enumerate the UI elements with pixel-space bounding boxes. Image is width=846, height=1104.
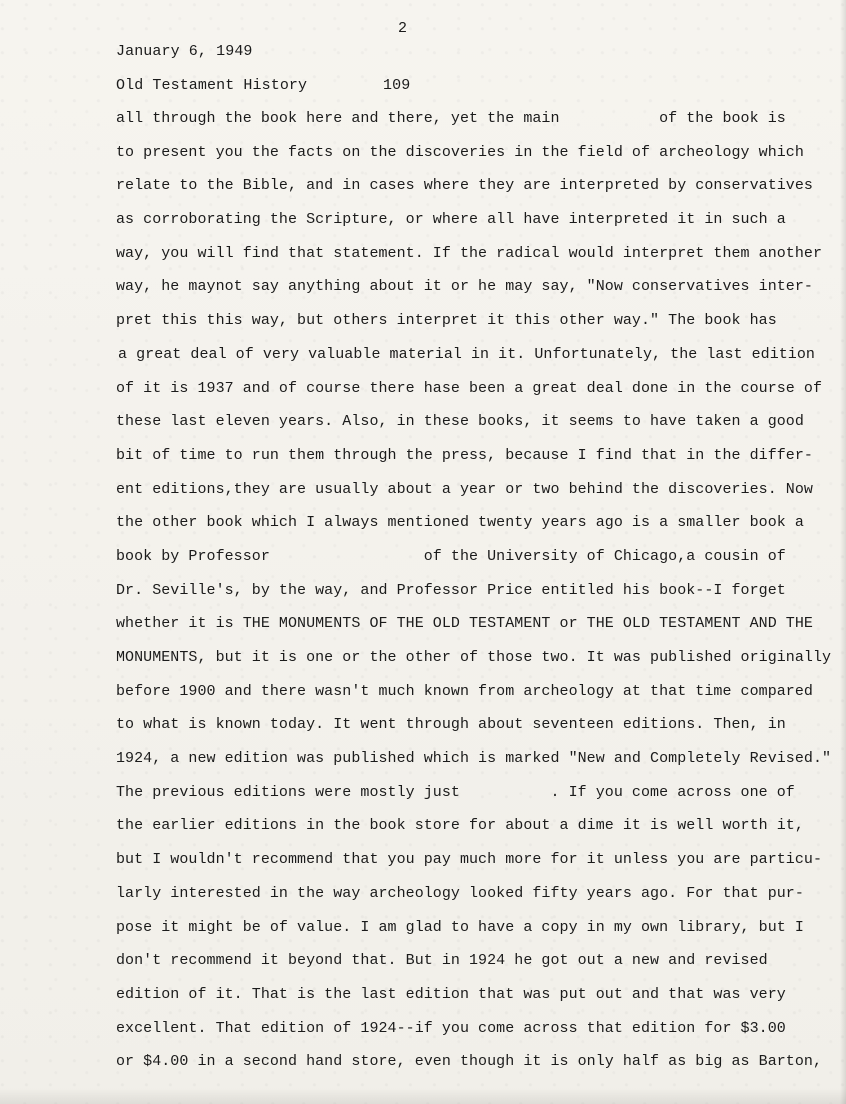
text-line: whether it is THE MONUMENTS OF THE OLD TESTAMENT or THE OLD TESTAMENT AND THE xyxy=(116,615,813,633)
text-line: or $4.00 in a second hand store, even though it is only half as big as Barton, xyxy=(116,1053,823,1071)
text-line: a great deal of very valuable material in it. Unfortunately, the last edition xyxy=(118,345,815,363)
text-line: way, you will find that statement. If the radical would interpret them another xyxy=(116,244,823,262)
text-line: pret this this way, but others interpret it this other way." The book has xyxy=(116,312,777,330)
course-title: Old Testament History xyxy=(116,77,308,94)
text-line: the other book which I always mentioned twenty years ago is a smaller book a xyxy=(116,514,804,532)
text-line: bit of time to run them through the press, because I find that in the differ- xyxy=(116,446,813,464)
text-line: to what is known today. It went through about seventeen editions. Then, in xyxy=(116,716,786,734)
text-line: all through the book here and there, yet the main of the book is xyxy=(116,110,786,127)
text-line: 1924, a new edition was published which is marked "New and Completely Revised." xyxy=(116,750,832,768)
text-line: excellent. That edition of 1924--if you come across that edition for $3.00 xyxy=(116,1019,786,1037)
text-line: the earlier editions in the book store for about a dime it is well worth it, xyxy=(116,817,804,835)
document-body xyxy=(116,109,832,1086)
text-line: these last eleven years. Also, in these books, it seems to have taken a good xyxy=(116,413,804,431)
page-number: 2 xyxy=(398,20,408,37)
text-line: before 1900 and there wasn't much known from archeology at that time compared xyxy=(116,682,813,700)
text-line: larly interested in the way archeology looked fifty years ago. For that pur- xyxy=(116,884,804,902)
text-line: The previous editions were mostly just . If you come across one of xyxy=(116,783,795,801)
text-line: as corroborating the Scripture, or where all have interpreted it in such a xyxy=(116,211,786,229)
text-line: way, he maynot say anything about it or he may say, "Now conservatives inter- xyxy=(116,278,813,296)
text-line: of it is 1937 and of course there hase been a great deal done in the course of xyxy=(116,379,823,397)
text-line: but I wouldn't recommend that you pay much more for it unless you are particu- xyxy=(116,851,823,869)
page-bottom-shadow xyxy=(0,1088,846,1104)
text-line: MONUMENTS, but it is one or the other of those two. It was published originally xyxy=(116,649,832,666)
text-line: pose it might be of value. I am glad to have a copy in my own library, but I xyxy=(116,918,804,936)
text-line: edition of it. That is the last edition that was put out and that was very xyxy=(116,985,786,1003)
page-reference: 109 xyxy=(383,77,411,94)
page-edge-shadow xyxy=(840,0,846,1104)
text-line: don't recommend it beyond that. But in 1924 he got out a new and revised xyxy=(116,952,768,970)
text-line: relate to the Bible, and in cases where they are interpreted by conservatives xyxy=(116,177,813,195)
document-date: January 6, 1949 xyxy=(116,43,253,60)
text-line: Dr. Seville's, by the way, and Professor Price entitled his book--I forget xyxy=(116,581,786,599)
text-line: book by Professor of the University of Chicago,a cousin of xyxy=(116,547,786,565)
text-line: to present you the facts on the discoveries in the field of archeology which xyxy=(116,143,804,161)
text-line: ent editions,they are usually about a year or two behind the discoveries. Now xyxy=(116,480,813,498)
